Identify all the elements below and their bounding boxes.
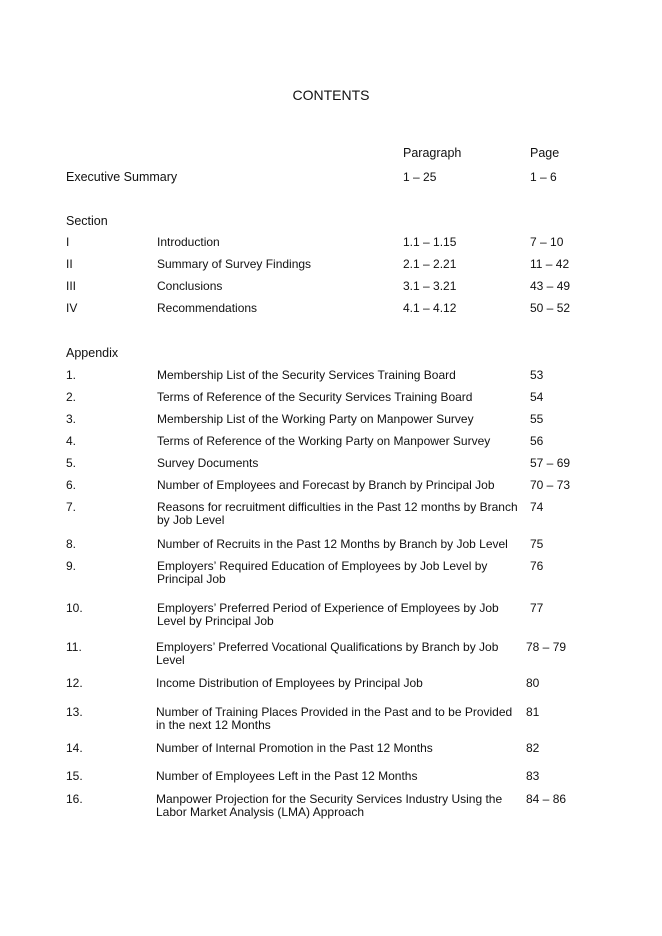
appendix-row-page: 75 [530, 537, 544, 551]
appendix-row-num: 15. [66, 769, 83, 783]
appendix-row-page: 53 [530, 368, 544, 382]
appendix-row-page: 81 [526, 705, 540, 719]
appendix-row-title: Membership List of the Working Party on Manpower Survey [157, 412, 474, 426]
appendix-row-page: 82 [526, 741, 540, 755]
section-row-page: 11 – 42 [530, 257, 570, 271]
executive-summary-label: Executive Summary [66, 170, 178, 184]
appendix-row-title: Terms of Reference of the Working Party on Manpower Survey [157, 434, 491, 448]
appendix-row-num: 7. [66, 500, 77, 514]
appendix-row-num: 4. [66, 434, 77, 448]
appendix-row-page: 70 – 73 [530, 478, 571, 492]
appendix-row-page: 84 – 86 [526, 792, 567, 806]
appendix-row-title: Number of Employees and Forecast by Branch by Principal Job [157, 478, 495, 492]
appendix-row-num: 14. [66, 741, 83, 755]
appendix-row-page: 57 – 69 [530, 456, 571, 470]
appendix-row-num: 6. [66, 478, 77, 492]
appendix-row-page: 80 [526, 676, 540, 690]
section-row-title: Conclusions [157, 279, 223, 293]
section-row-title: Summary of Survey Findings [157, 257, 312, 271]
page-column-header: Page [530, 146, 560, 160]
appendix-row-page: 78 – 79 [526, 640, 567, 654]
appendix-row-num: 12. [66, 676, 83, 690]
appendix-row-title: Number of Internal Promotion in the Past 12 Months [156, 741, 433, 755]
appendix-row-title: Survey Documents [157, 456, 259, 470]
appendix-row-num: 1. [66, 368, 77, 382]
appendix-row-title: Number of Recruits in the Past 12 Months by Branch by Job Level [157, 537, 508, 551]
appendix-row-num: 8. [66, 537, 77, 551]
section-row-num: I [66, 235, 70, 249]
executive-summary-page: 1 – 6 [530, 170, 557, 184]
appendix-row-num: 9. [66, 559, 77, 573]
appendix-row-num: 3. [66, 412, 77, 426]
appendix-row-title: Terms of Reference of the Security Services Training Board [157, 390, 473, 404]
section-row-title: Recommendations [157, 301, 258, 315]
section-row-num: II [66, 257, 73, 271]
section-row-paragraph: 3.1 – 3.21 [403, 279, 457, 293]
executive-summary-paragraph: 1 – 25 [403, 170, 437, 184]
section-row-page: 7 – 10 [530, 235, 564, 249]
paragraph-column-header: Paragraph [403, 146, 462, 160]
appendix-row-page: 83 [526, 769, 540, 783]
appendix-row-title: Employers’ Preferred Period of Experience of Employees by Job Level by Principal Job [157, 601, 499, 628]
appendix-row-page: 56 [530, 434, 544, 448]
appendix-row-num: 11. [66, 640, 82, 654]
section-row-paragraph: 4.1 – 4.12 [403, 301, 457, 315]
section-row-page: 50 – 52 [530, 301, 571, 315]
appendix-row-title: Income Distribution of Employees by Principal Job [156, 676, 423, 690]
appendix-row-num: 13. [66, 705, 83, 719]
appendix-row-title: Reasons for recruitment difficulties in the Past 12 months by Branch by Job Level [157, 500, 518, 527]
appendix-row-title: Number of Employees Left in the Past 12 Months [156, 769, 418, 783]
appendix-row-num: 2. [66, 390, 77, 404]
section-row-title: Introduction [157, 235, 220, 249]
section-row-paragraph: 1.1 – 1.15 [403, 235, 457, 249]
appendix-row-num: 5. [66, 456, 77, 470]
appendix-row-title: Manpower Projection for the Security Services Industry Using the Labor Market Analysis (LMA) Approach [156, 792, 503, 819]
page-title: CONTENTS [292, 87, 370, 103]
section-row-page: 43 – 49 [530, 279, 571, 293]
section-row-num: IV [66, 301, 78, 315]
appendix-row-page: 54 [530, 390, 544, 404]
appendix-row-num: 10. [66, 601, 83, 615]
section-row-num: III [66, 279, 77, 293]
appendix-row-title: Number of Training Places Provided in the Past and to be Provided in the next 12 Months [156, 705, 513, 732]
appendix-row-page: 55 [530, 412, 544, 426]
section-heading: Section [66, 214, 108, 228]
appendix-row-title: Employers’ Preferred Vocational Qualifications by Branch by Job Level [156, 640, 499, 667]
appendix-heading: Appendix [66, 346, 119, 360]
appendix-row-title: Membership List of the Security Services Training Board [157, 368, 456, 382]
appendix-row-num: 16. [66, 792, 83, 806]
appendix-row-page: 74 [530, 500, 544, 514]
appendix-row-page: 76 [530, 559, 544, 573]
section-row-paragraph: 2.1 – 2.21 [403, 257, 457, 271]
appendix-row-title: Employers’ Required Education of Employees by Job Level by Principal Job [157, 559, 488, 586]
appendix-row-page: 77 [530, 601, 544, 615]
